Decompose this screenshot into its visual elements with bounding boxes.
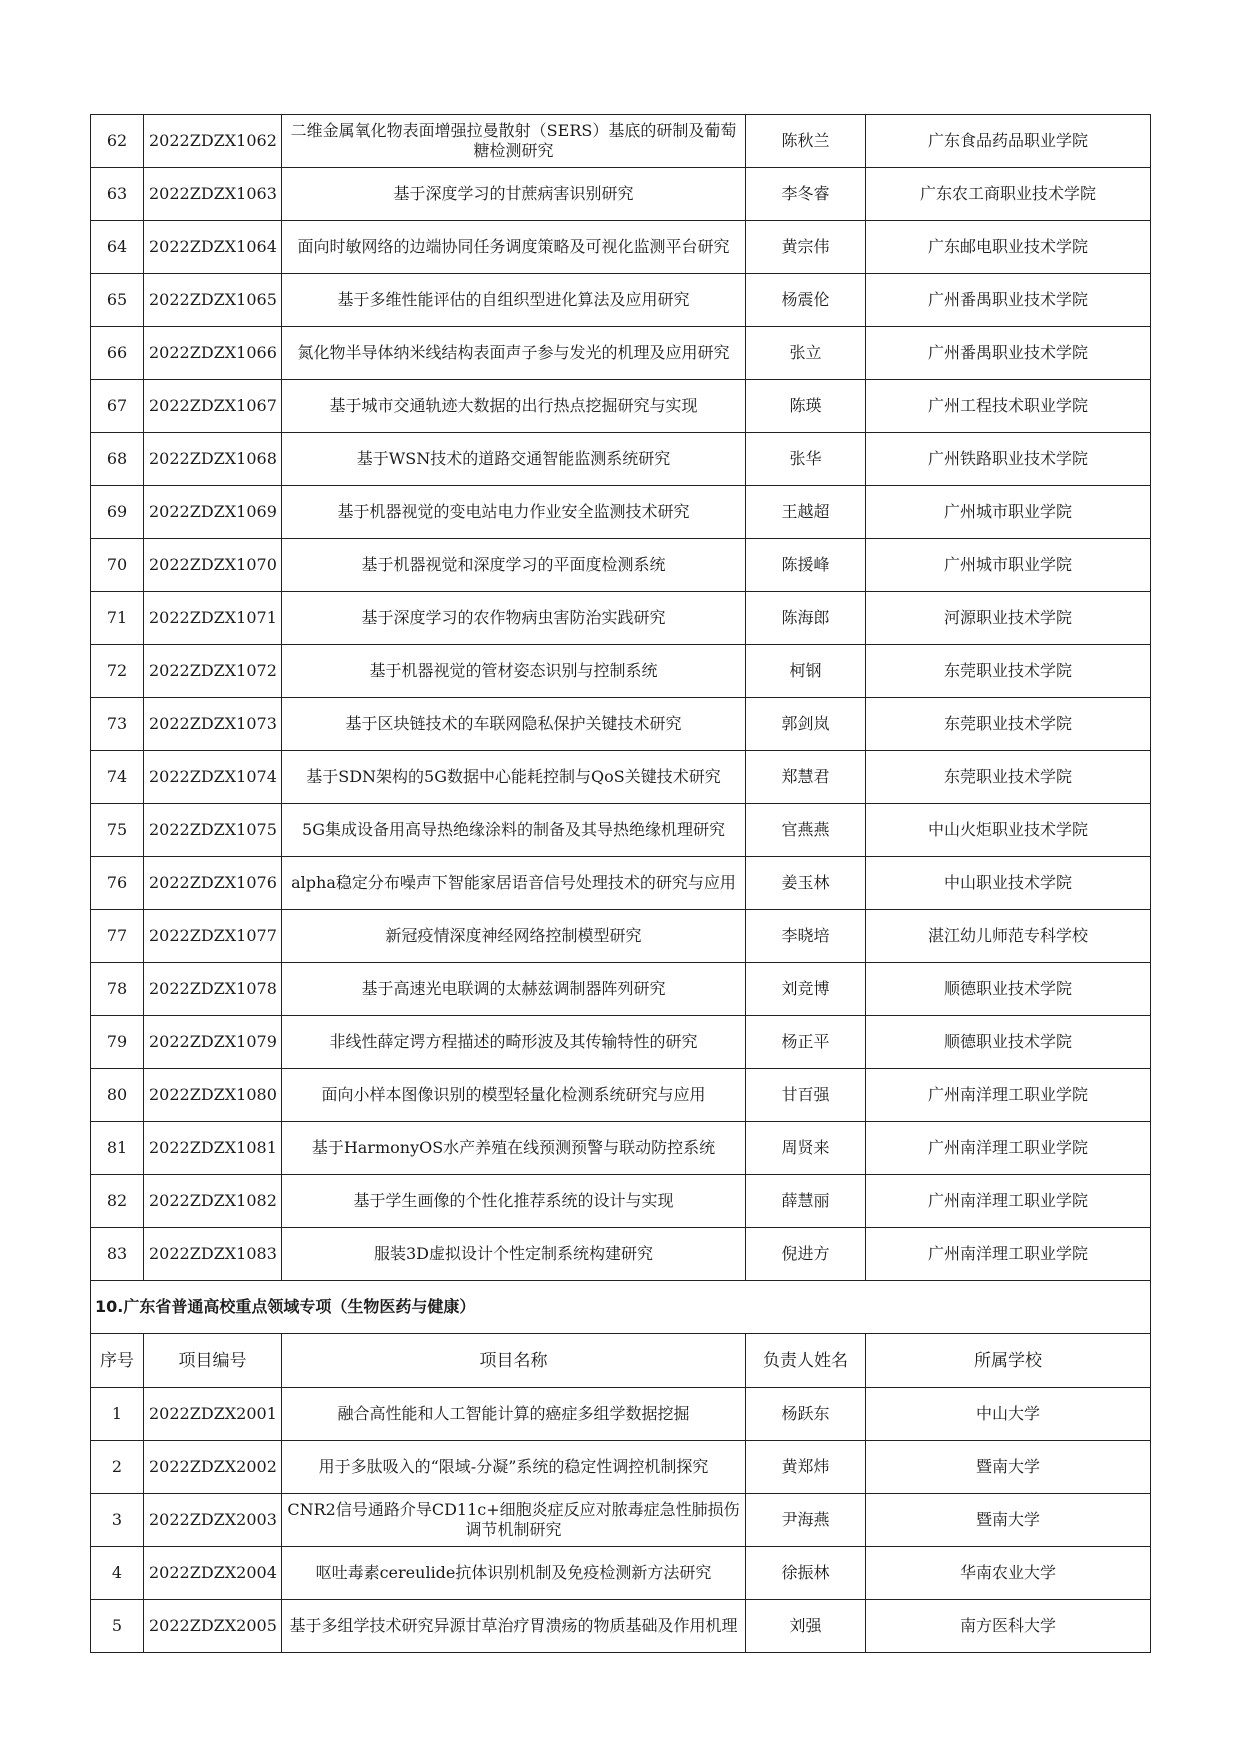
- table-row: [91, 1388, 1151, 1441]
- cell-no: 1: [91, 1388, 144, 1441]
- cell-code: 2022ZDZX1064: [144, 221, 282, 274]
- cell-leader: 杨震伦: [746, 274, 866, 327]
- cell-no: 62: [91, 115, 144, 168]
- cell-leader: 杨跃东: [746, 1388, 866, 1441]
- cell-no: 71: [91, 592, 144, 645]
- header-no: 序号: [91, 1334, 144, 1388]
- cell-no: 68: [91, 433, 144, 486]
- cell-school: 广东食品药品职业学院: [866, 115, 1151, 168]
- header-row: [91, 1334, 1151, 1388]
- cell-leader: 薛慧丽: [746, 1175, 866, 1228]
- cell-no: 76: [91, 857, 144, 910]
- table-row: [91, 698, 1151, 751]
- cell-no: 65: [91, 274, 144, 327]
- section-title: 10.广东省普通高校重点领域专项（生物医药与健康）: [91, 1281, 1151, 1334]
- cell-title: 基于城市交通轨迹大数据的出行热点挖掘研究与实现: [282, 380, 746, 433]
- cell-leader: 官燕燕: [746, 804, 866, 857]
- cell-leader: 陈援峰: [746, 539, 866, 592]
- cell-title: 基于HarmonyOS水产养殖在线预测预警与联动防控系统: [282, 1122, 746, 1175]
- cell-title: 面向时敏网络的边端协同任务调度策略及可视化监测平台研究: [282, 221, 746, 274]
- table-row: [91, 327, 1151, 380]
- cell-school: 广东农工商职业技术学院: [866, 168, 1151, 221]
- cell-title: 服装3D虚拟设计个性定制系统构建研究: [282, 1228, 746, 1281]
- cell-code: 2022ZDZX2004: [144, 1547, 282, 1600]
- cell-code: 2022ZDZX1069: [144, 486, 282, 539]
- cell-no: 4: [91, 1547, 144, 1600]
- cell-code: 2022ZDZX1070: [144, 539, 282, 592]
- table-row: [91, 1175, 1151, 1228]
- cell-school: 广州南洋理工职业学院: [866, 1069, 1151, 1122]
- cell-school: 广州番禺职业技术学院: [866, 327, 1151, 380]
- cell-leader: 杨正平: [746, 1016, 866, 1069]
- cell-code: 2022ZDZX1083: [144, 1228, 282, 1281]
- cell-leader: 李冬睿: [746, 168, 866, 221]
- table-row: [91, 963, 1151, 1016]
- cell-no: 74: [91, 751, 144, 804]
- cell-title: 基于深度学习的农作物病虫害防治实践研究: [282, 592, 746, 645]
- table-row: [91, 274, 1151, 327]
- cell-title: 氮化物半导体纳米线结构表面声子参与发光的机理及应用研究: [282, 327, 746, 380]
- table-row: [91, 486, 1151, 539]
- table-row: [91, 433, 1151, 486]
- cell-no: 70: [91, 539, 144, 592]
- cell-no: 78: [91, 963, 144, 1016]
- table-row: [91, 168, 1151, 221]
- cell-no: 75: [91, 804, 144, 857]
- cell-school: 东莞职业技术学院: [866, 645, 1151, 698]
- group1-rows: [91, 115, 1151, 1281]
- cell-code: 2022ZDZX1071: [144, 592, 282, 645]
- cell-title: 基于多维性能评估的自组织型进化算法及应用研究: [282, 274, 746, 327]
- cell-code: 2022ZDZX1081: [144, 1122, 282, 1175]
- cell-school: 东莞职业技术学院: [866, 751, 1151, 804]
- cell-title: 基于机器视觉的变电站电力作业安全监测技术研究: [282, 486, 746, 539]
- cell-school: 东莞职业技术学院: [866, 698, 1151, 751]
- cell-code: 2022ZDZX1080: [144, 1069, 282, 1122]
- cell-code: 2022ZDZX1066: [144, 327, 282, 380]
- cell-school: 顺德职业技术学院: [866, 1016, 1151, 1069]
- cell-leader: 黄宗伟: [746, 221, 866, 274]
- cell-title: 基于机器视觉的管材姿态识别与控制系统: [282, 645, 746, 698]
- table-row: [91, 1228, 1151, 1281]
- cell-school: 中山火炬职业技术学院: [866, 804, 1151, 857]
- cell-no: 2: [91, 1441, 144, 1494]
- cell-school: 顺德职业技术学院: [866, 963, 1151, 1016]
- cell-leader: 陈海郎: [746, 592, 866, 645]
- cell-no: 79: [91, 1016, 144, 1069]
- cell-school: 河源职业技术学院: [866, 592, 1151, 645]
- cell-code: 2022ZDZX1065: [144, 274, 282, 327]
- cell-code: 2022ZDZX1079: [144, 1016, 282, 1069]
- cell-school: 中山职业技术学院: [866, 857, 1151, 910]
- cell-school: 广州南洋理工职业学院: [866, 1228, 1151, 1281]
- table-row: [91, 1122, 1151, 1175]
- table-row: [91, 910, 1151, 963]
- header-code: 项目编号: [144, 1334, 282, 1388]
- cell-leader: 张华: [746, 433, 866, 486]
- cell-school: 广州城市职业学院: [866, 539, 1151, 592]
- table-row: [91, 751, 1151, 804]
- cell-code: 2022ZDZX1072: [144, 645, 282, 698]
- cell-school: 广州番禺职业技术学院: [866, 274, 1151, 327]
- cell-school: 暨南大学: [866, 1441, 1151, 1494]
- cell-leader: 黄郑炜: [746, 1441, 866, 1494]
- cell-no: 63: [91, 168, 144, 221]
- cell-school: 南方医科大学: [866, 1600, 1151, 1653]
- cell-title: 呕吐毒素cereulide抗体识别机制及免疫检测新方法研究: [282, 1547, 746, 1600]
- cell-title: 基于高速光电联调的太赫兹调制器阵列研究: [282, 963, 746, 1016]
- section-block: [91, 1281, 1151, 1388]
- cell-leader: 王越超: [746, 486, 866, 539]
- cell-title: 基于深度学习的甘蔗病害识别研究: [282, 168, 746, 221]
- cell-code: 2022ZDZX2001: [144, 1388, 282, 1441]
- cell-title: 基于学生画像的个性化推荐系统的设计与实现: [282, 1175, 746, 1228]
- table-row: [91, 804, 1151, 857]
- cell-no: 81: [91, 1122, 144, 1175]
- cell-leader: 郭剑岚: [746, 698, 866, 751]
- cell-code: 2022ZDZX1063: [144, 168, 282, 221]
- cell-title: 基于区块链技术的车联网隐私保护关键技术研究: [282, 698, 746, 751]
- cell-no: 64: [91, 221, 144, 274]
- cell-title: 用于多肽吸入的“限域-分凝”系统的稳定性调控机制探究: [282, 1441, 746, 1494]
- cell-no: 67: [91, 380, 144, 433]
- section-row: [91, 1281, 1151, 1334]
- cell-no: 82: [91, 1175, 144, 1228]
- header-school: 所属学校: [866, 1334, 1151, 1388]
- cell-title: 二维金属氧化物表面增强拉曼散射（SERS）基底的研制及葡萄糖检测研究: [282, 115, 746, 168]
- cell-no: 77: [91, 910, 144, 963]
- cell-title: 基于WSN技术的道路交通智能监测系统研究: [282, 433, 746, 486]
- cell-title: 面向小样本图像识别的模型轻量化检测系统研究与应用: [282, 1069, 746, 1122]
- cell-code: 2022ZDZX1077: [144, 910, 282, 963]
- cell-title: CNR2信号通路介导CD11c+细胞炎症反应对脓毒症急性肺损伤调节机制研究: [282, 1494, 746, 1547]
- cell-leader: 周贤来: [746, 1122, 866, 1175]
- table-row: [91, 1016, 1151, 1069]
- cell-leader: 陈秋兰: [746, 115, 866, 168]
- table-row: [91, 1069, 1151, 1122]
- table-row: [91, 539, 1151, 592]
- table-row: [91, 592, 1151, 645]
- cell-no: 5: [91, 1600, 144, 1653]
- cell-code: 2022ZDZX1075: [144, 804, 282, 857]
- cell-school: 广州城市职业学院: [866, 486, 1151, 539]
- table-row: [91, 115, 1151, 168]
- table-row: [91, 1600, 1151, 1653]
- cell-no: 3: [91, 1494, 144, 1547]
- cell-code: 2022ZDZX1074: [144, 751, 282, 804]
- cell-school: 广州南洋理工职业学院: [866, 1122, 1151, 1175]
- cell-no: 69: [91, 486, 144, 539]
- cell-code: 2022ZDZX1068: [144, 433, 282, 486]
- cell-school: 广州南洋理工职业学院: [866, 1175, 1151, 1228]
- header-title: 项目名称: [282, 1334, 746, 1388]
- project-table: [90, 114, 1151, 1653]
- cell-school: 华南农业大学: [866, 1547, 1151, 1600]
- cell-code: 2022ZDZX1067: [144, 380, 282, 433]
- table-row: [91, 1441, 1151, 1494]
- cell-leader: 刘强: [746, 1600, 866, 1653]
- cell-title: 新冠疫情深度神经网络控制模型研究: [282, 910, 746, 963]
- cell-title: 基于多组学技术研究异源甘草治疗胃溃疡的物质基础及作用机理: [282, 1600, 746, 1653]
- cell-title: alpha稳定分布噪声下智能家居语音信号处理技术的研究与应用: [282, 857, 746, 910]
- cell-title: 非线性薛定谔方程描述的畸形波及其传输特性的研究: [282, 1016, 746, 1069]
- cell-leader: 倪进方: [746, 1228, 866, 1281]
- cell-leader: 姜玉林: [746, 857, 866, 910]
- cell-code: 2022ZDZX1073: [144, 698, 282, 751]
- table-row: [91, 221, 1151, 274]
- cell-code: 2022ZDZX1062: [144, 115, 282, 168]
- cell-code: 2022ZDZX2005: [144, 1600, 282, 1653]
- cell-school: 广州工程技术职业学院: [866, 380, 1151, 433]
- cell-school: 暨南大学: [866, 1494, 1151, 1547]
- table-row: [91, 1547, 1151, 1600]
- cell-title: 基于机器视觉和深度学习的平面度检测系统: [282, 539, 746, 592]
- cell-no: 73: [91, 698, 144, 751]
- cell-school: 湛江幼儿师范专科学校: [866, 910, 1151, 963]
- cell-code: 2022ZDZX2002: [144, 1441, 282, 1494]
- cell-title: 5G集成设备用高导热绝缘涂料的制备及其导热绝缘机理研究: [282, 804, 746, 857]
- cell-code: 2022ZDZX1076: [144, 857, 282, 910]
- cell-leader: 张立: [746, 327, 866, 380]
- cell-no: 83: [91, 1228, 144, 1281]
- cell-leader: 徐振林: [746, 1547, 866, 1600]
- cell-code: 2022ZDZX1082: [144, 1175, 282, 1228]
- table-row: [91, 645, 1151, 698]
- table-row: [91, 380, 1151, 433]
- table-row: [91, 1494, 1151, 1547]
- cell-no: 80: [91, 1069, 144, 1122]
- header-leader: 负责人姓名: [746, 1334, 866, 1388]
- cell-school: 中山大学: [866, 1388, 1151, 1441]
- cell-leader: 郑慧君: [746, 751, 866, 804]
- cell-no: 66: [91, 327, 144, 380]
- cell-leader: 尹海燕: [746, 1494, 866, 1547]
- cell-no: 72: [91, 645, 144, 698]
- cell-leader: 甘百强: [746, 1069, 866, 1122]
- cell-leader: 刘竞博: [746, 963, 866, 1016]
- cell-title: 基于SDN架构的5G数据中心能耗控制与QoS关键技术研究: [282, 751, 746, 804]
- cell-leader: 柯钢: [746, 645, 866, 698]
- group2-rows: [91, 1388, 1151, 1653]
- cell-code: 2022ZDZX2003: [144, 1494, 282, 1547]
- cell-code: 2022ZDZX1078: [144, 963, 282, 1016]
- document-page: [90, 114, 1150, 1653]
- cell-leader: 陈瑛: [746, 380, 866, 433]
- cell-school: 广州铁路职业技术学院: [866, 433, 1151, 486]
- table-row: [91, 857, 1151, 910]
- cell-leader: 李晓培: [746, 910, 866, 963]
- cell-school: 广东邮电职业技术学院: [866, 221, 1151, 274]
- cell-title: 融合高性能和人工智能计算的癌症多组学数据挖掘: [282, 1388, 746, 1441]
